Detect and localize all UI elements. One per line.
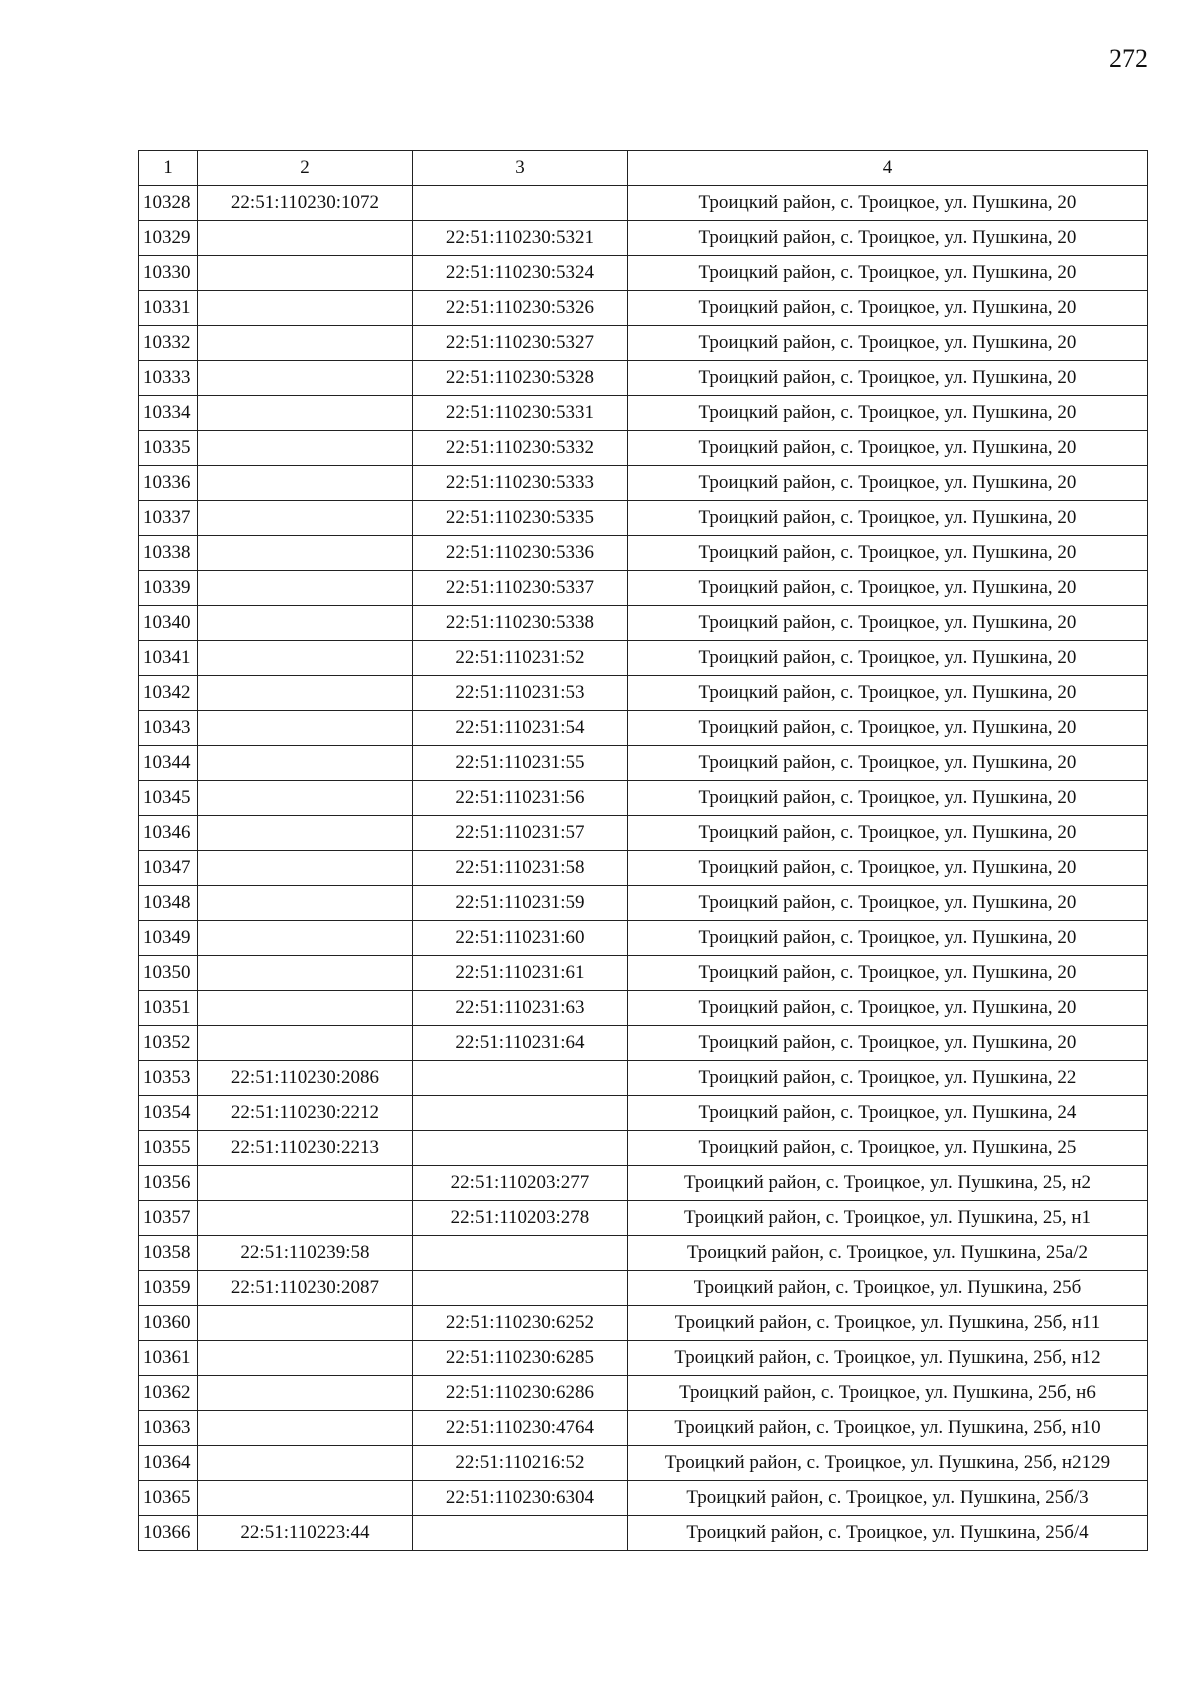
address-cell: Троицкий район, с. Троицкое, ул. Пушкина, 20 [628, 571, 1148, 606]
object-cadastral-number-cell: 22:51:110230:5336 [413, 536, 628, 571]
table-row [139, 1306, 1148, 1341]
address-cell: Троицкий район, с. Троицкое, ул. Пушкина, 25б/4 [628, 1516, 1148, 1551]
object-cadastral-number-cell: 22:51:110230:6304 [413, 1481, 628, 1516]
row-number-cell: 10345 [139, 781, 198, 816]
table-row [139, 431, 1148, 466]
cadastral-number-cell [198, 396, 413, 431]
address-cell: Троицкий район, с. Троицкое, ул. Пушкина, 20 [628, 431, 1148, 466]
address-cell: Троицкий район, с. Троицкое, ул. Пушкина, 22 [628, 1061, 1148, 1096]
table-row [139, 1411, 1148, 1446]
object-cadastral-number-cell: 22:51:110230:6285 [413, 1341, 628, 1376]
address-cell: Троицкий район, с. Троицкое, ул. Пушкина, 25а/2 [628, 1236, 1148, 1271]
address-cell: Троицкий район, с. Троицкое, ул. Пушкина, 20 [628, 361, 1148, 396]
object-cadastral-number-cell: 22:51:110231:57 [413, 816, 628, 851]
object-cadastral-number-cell [413, 1271, 628, 1306]
address-cell: Троицкий район, с. Троицкое, ул. Пушкина, 24 [628, 1096, 1148, 1131]
table-row [139, 1376, 1148, 1411]
cadastral-number-cell [198, 431, 413, 466]
object-cadastral-number-cell [413, 1131, 628, 1166]
object-cadastral-number-cell: 22:51:110230:5335 [413, 501, 628, 536]
table-row [139, 1061, 1148, 1096]
table-row [139, 921, 1148, 956]
object-cadastral-number-cell: 22:51:110231:58 [413, 851, 628, 886]
address-cell: Троицкий район, с. Троицкое, ул. Пушкина, 20 [628, 711, 1148, 746]
row-number-cell: 10347 [139, 851, 198, 886]
object-cadastral-number-cell: 22:51:110230:5326 [413, 291, 628, 326]
row-number-cell: 10348 [139, 886, 198, 921]
row-number-cell: 10343 [139, 711, 198, 746]
address-cell: Троицкий район, с. Троицкое, ул. Пушкина, 25 [628, 1131, 1148, 1166]
row-number-cell: 10334 [139, 396, 198, 431]
address-cell: Троицкий район, с. Троицкое, ул. Пушкина, 25, н1 [628, 1201, 1148, 1236]
object-cadastral-number-cell: 22:51:110216:52 [413, 1446, 628, 1481]
address-cell: Троицкий район, с. Троицкое, ул. Пушкина, 20 [628, 536, 1148, 571]
row-number-cell: 10330 [139, 256, 198, 291]
row-number-cell: 10331 [139, 291, 198, 326]
row-number-cell: 10336 [139, 466, 198, 501]
table-row [139, 1201, 1148, 1236]
address-cell: Троицкий район, с. Троицкое, ул. Пушкина, 20 [628, 186, 1148, 221]
row-number-cell: 10358 [139, 1236, 198, 1271]
object-cadastral-number-cell [413, 1236, 628, 1271]
cadastral-number-cell [198, 571, 413, 606]
cadastral-number-cell: 22:51:110230:2086 [198, 1061, 413, 1096]
table-row [139, 1516, 1148, 1551]
object-cadastral-number-cell: 22:51:110230:5337 [413, 571, 628, 606]
row-number-cell: 10364 [139, 1446, 198, 1481]
object-cadastral-number-cell: 22:51:110230:5324 [413, 256, 628, 291]
cadastral-number-cell [198, 676, 413, 711]
row-number-cell: 10363 [139, 1411, 198, 1446]
cadastral-number-cell [198, 921, 413, 956]
address-cell: Троицкий район, с. Троицкое, ул. Пушкина, 20 [628, 781, 1148, 816]
row-number-cell: 10353 [139, 1061, 198, 1096]
object-cadastral-number-cell: 22:51:110230:5332 [413, 431, 628, 466]
cadastral-number-cell [198, 816, 413, 851]
object-cadastral-number-cell [413, 186, 628, 221]
table-row [139, 1131, 1148, 1166]
object-cadastral-number-cell: 22:51:110230:5327 [413, 326, 628, 361]
cadastral-number-cell: 22:51:110239:58 [198, 1236, 413, 1271]
table-row [139, 641, 1148, 676]
row-number-cell: 10351 [139, 991, 198, 1026]
cadastral-number-cell [198, 711, 413, 746]
table-row [139, 221, 1148, 256]
row-number-cell: 10338 [139, 536, 198, 571]
table-row [139, 466, 1148, 501]
cadastral-number-cell [198, 1201, 413, 1236]
address-cell: Троицкий район, с. Троицкое, ул. Пушкина, 25б, н6 [628, 1376, 1148, 1411]
object-cadastral-number-cell: 22:51:110231:61 [413, 956, 628, 991]
cadastral-number-cell [198, 536, 413, 571]
cadastral-number-cell [198, 466, 413, 501]
cadastral-number-cell [198, 361, 413, 396]
address-cell: Троицкий район, с. Троицкое, ул. Пушкина, 20 [628, 466, 1148, 501]
object-cadastral-number-cell: 22:51:110231:63 [413, 991, 628, 1026]
cadastral-number-cell [198, 991, 413, 1026]
object-cadastral-number-cell: 22:51:110230:4764 [413, 1411, 628, 1446]
object-cadastral-number-cell: 22:51:110231:60 [413, 921, 628, 956]
column-header-1: 1 [139, 151, 198, 186]
table-row [139, 711, 1148, 746]
cadastral-number-cell [198, 256, 413, 291]
row-number-cell: 10360 [139, 1306, 198, 1341]
row-number-cell: 10349 [139, 921, 198, 956]
address-cell: Троицкий район, с. Троицкое, ул. Пушкина, 20 [628, 851, 1148, 886]
object-cadastral-number-cell: 22:51:110231:55 [413, 746, 628, 781]
cadastral-number-cell [198, 1341, 413, 1376]
cadastral-number-cell [198, 221, 413, 256]
cadastral-number-cell: 22:51:110230:2212 [198, 1096, 413, 1131]
cadastral-number-cell [198, 851, 413, 886]
table-row [139, 781, 1148, 816]
table-row [139, 606, 1148, 641]
cadastral-number-cell [198, 1026, 413, 1061]
table-row [139, 1271, 1148, 1306]
cadastral-number-cell [198, 781, 413, 816]
cadastral-number-cell [198, 291, 413, 326]
table-row [139, 1341, 1148, 1376]
table-row [139, 746, 1148, 781]
row-number-cell: 10350 [139, 956, 198, 991]
table-row [139, 1166, 1148, 1201]
table-row [139, 886, 1148, 921]
registry-table [138, 150, 1148, 1551]
row-number-cell: 10332 [139, 326, 198, 361]
address-cell: Троицкий район, с. Троицкое, ул. Пушкина, 20 [628, 606, 1148, 641]
table-row [139, 291, 1148, 326]
cadastral-number-cell [198, 501, 413, 536]
table-row [139, 326, 1148, 361]
object-cadastral-number-cell [413, 1096, 628, 1131]
table-row [139, 571, 1148, 606]
object-cadastral-number-cell: 22:51:110231:64 [413, 1026, 628, 1061]
row-number-cell: 10357 [139, 1201, 198, 1236]
table-row [139, 396, 1148, 431]
table-row [139, 1481, 1148, 1516]
address-cell: Троицкий район, с. Троицкое, ул. Пушкина, 25б, н10 [628, 1411, 1148, 1446]
table-row [139, 501, 1148, 536]
table-row [139, 361, 1148, 396]
table-row [139, 1236, 1148, 1271]
address-cell: Троицкий район, с. Троицкое, ул. Пушкина, 20 [628, 746, 1148, 781]
row-number-cell: 10341 [139, 641, 198, 676]
table-row [139, 816, 1148, 851]
object-cadastral-number-cell: 22:51:110230:5331 [413, 396, 628, 431]
row-number-cell: 10337 [139, 501, 198, 536]
address-cell: Троицкий район, с. Троицкое, ул. Пушкина, 20 [628, 396, 1148, 431]
cadastral-number-cell [198, 1481, 413, 1516]
row-number-cell: 10335 [139, 431, 198, 466]
row-number-cell: 10365 [139, 1481, 198, 1516]
address-cell: Троицкий район, с. Троицкое, ул. Пушкина, 20 [628, 991, 1148, 1026]
address-cell: Троицкий район, с. Троицкое, ул. Пушкина, 20 [628, 256, 1148, 291]
object-cadastral-number-cell: 22:51:110231:54 [413, 711, 628, 746]
column-header-2: 2 [198, 151, 413, 186]
address-cell: Троицкий район, с. Троицкое, ул. Пушкина, 20 [628, 221, 1148, 256]
address-cell: Троицкий район, с. Троицкое, ул. Пушкина, 25б, н2129 [628, 1446, 1148, 1481]
address-cell: Троицкий район, с. Троицкое, ул. Пушкина, 20 [628, 291, 1148, 326]
table-row [139, 1446, 1148, 1481]
table-row [139, 536, 1148, 571]
cadastral-number-cell [198, 1166, 413, 1201]
address-cell: Троицкий район, с. Троицкое, ул. Пушкина, 20 [628, 641, 1148, 676]
page-number: 272 [1109, 44, 1148, 73]
table-header-row [139, 151, 1148, 186]
cadastral-number-cell: 22:51:110223:44 [198, 1516, 413, 1551]
object-cadastral-number-cell: 22:51:110203:277 [413, 1166, 628, 1201]
cadastral-number-cell [198, 1306, 413, 1341]
cadastral-number-cell: 22:51:110230:1072 [198, 186, 413, 221]
cadastral-number-cell [198, 1376, 413, 1411]
cadastral-number-cell: 22:51:110230:2213 [198, 1131, 413, 1166]
object-cadastral-number-cell: 22:51:110231:56 [413, 781, 628, 816]
object-cadastral-number-cell [413, 1061, 628, 1096]
address-cell: Троицкий район, с. Троицкое, ул. Пушкина, 20 [628, 956, 1148, 991]
object-cadastral-number-cell: 22:51:110231:59 [413, 886, 628, 921]
address-cell: Троицкий район, с. Троицкое, ул. Пушкина, 25б, н11 [628, 1306, 1148, 1341]
table-row [139, 1026, 1148, 1061]
address-cell: Троицкий район, с. Троицкое, ул. Пушкина, 25, н2 [628, 1166, 1148, 1201]
table-row [139, 186, 1148, 221]
column-header-4: 4 [628, 151, 1148, 186]
cadastral-number-cell [198, 1411, 413, 1446]
cadastral-number-cell: 22:51:110230:2087 [198, 1271, 413, 1306]
address-cell: Троицкий район, с. Троицкое, ул. Пушкина, 20 [628, 816, 1148, 851]
table-row [139, 956, 1148, 991]
address-cell: Троицкий район, с. Троицкое, ул. Пушкина, 20 [628, 886, 1148, 921]
table-row [139, 991, 1148, 1026]
address-cell: Троицкий район, с. Троицкое, ул. Пушкина, 20 [628, 501, 1148, 536]
object-cadastral-number-cell: 22:51:110230:5328 [413, 361, 628, 396]
row-number-cell: 10339 [139, 571, 198, 606]
object-cadastral-number-cell: 22:51:110231:52 [413, 641, 628, 676]
cadastral-number-cell [198, 606, 413, 641]
table-body [139, 186, 1148, 1551]
row-number-cell: 10366 [139, 1516, 198, 1551]
row-number-cell: 10362 [139, 1376, 198, 1411]
cadastral-number-cell [198, 326, 413, 361]
object-cadastral-number-cell: 22:51:110230:5321 [413, 221, 628, 256]
cadastral-number-cell [198, 886, 413, 921]
address-cell: Троицкий район, с. Троицкое, ул. Пушкина, 20 [628, 326, 1148, 361]
row-number-cell: 10328 [139, 186, 198, 221]
object-cadastral-number-cell: 22:51:110231:53 [413, 676, 628, 711]
row-number-cell: 10361 [139, 1341, 198, 1376]
column-header-3: 3 [413, 151, 628, 186]
table-row [139, 1096, 1148, 1131]
address-cell: Троицкий район, с. Троицкое, ул. Пушкина, 20 [628, 1026, 1148, 1061]
row-number-cell: 10354 [139, 1096, 198, 1131]
table-row [139, 256, 1148, 291]
table-row [139, 851, 1148, 886]
table-row [139, 676, 1148, 711]
row-number-cell: 10352 [139, 1026, 198, 1061]
address-cell: Троицкий район, с. Троицкое, ул. Пушкина, 20 [628, 921, 1148, 956]
address-cell: Троицкий район, с. Троицкое, ул. Пушкина, 20 [628, 676, 1148, 711]
cadastral-number-cell [198, 956, 413, 991]
row-number-cell: 10356 [139, 1166, 198, 1201]
address-cell: Троицкий район, с. Троицкое, ул. Пушкина, 25б, н12 [628, 1341, 1148, 1376]
address-cell: Троицкий район, с. Троицкое, ул. Пушкина, 25б/3 [628, 1481, 1148, 1516]
row-number-cell: 10346 [139, 816, 198, 851]
object-cadastral-number-cell: 22:51:110230:5338 [413, 606, 628, 641]
row-number-cell: 10359 [139, 1271, 198, 1306]
object-cadastral-number-cell [413, 1516, 628, 1551]
row-number-cell: 10342 [139, 676, 198, 711]
row-number-cell: 10329 [139, 221, 198, 256]
row-number-cell: 10340 [139, 606, 198, 641]
object-cadastral-number-cell: 22:51:110230:6252 [413, 1306, 628, 1341]
row-number-cell: 10355 [139, 1131, 198, 1166]
cadastral-number-cell [198, 641, 413, 676]
cadastral-number-cell [198, 1446, 413, 1481]
object-cadastral-number-cell: 22:51:110230:6286 [413, 1376, 628, 1411]
object-cadastral-number-cell: 22:51:110203:278 [413, 1201, 628, 1236]
row-number-cell: 10344 [139, 746, 198, 781]
cadastral-number-cell [198, 746, 413, 781]
row-number-cell: 10333 [139, 361, 198, 396]
address-cell: Троицкий район, с. Троицкое, ул. Пушкина, 25б [628, 1271, 1148, 1306]
object-cadastral-number-cell: 22:51:110230:5333 [413, 466, 628, 501]
